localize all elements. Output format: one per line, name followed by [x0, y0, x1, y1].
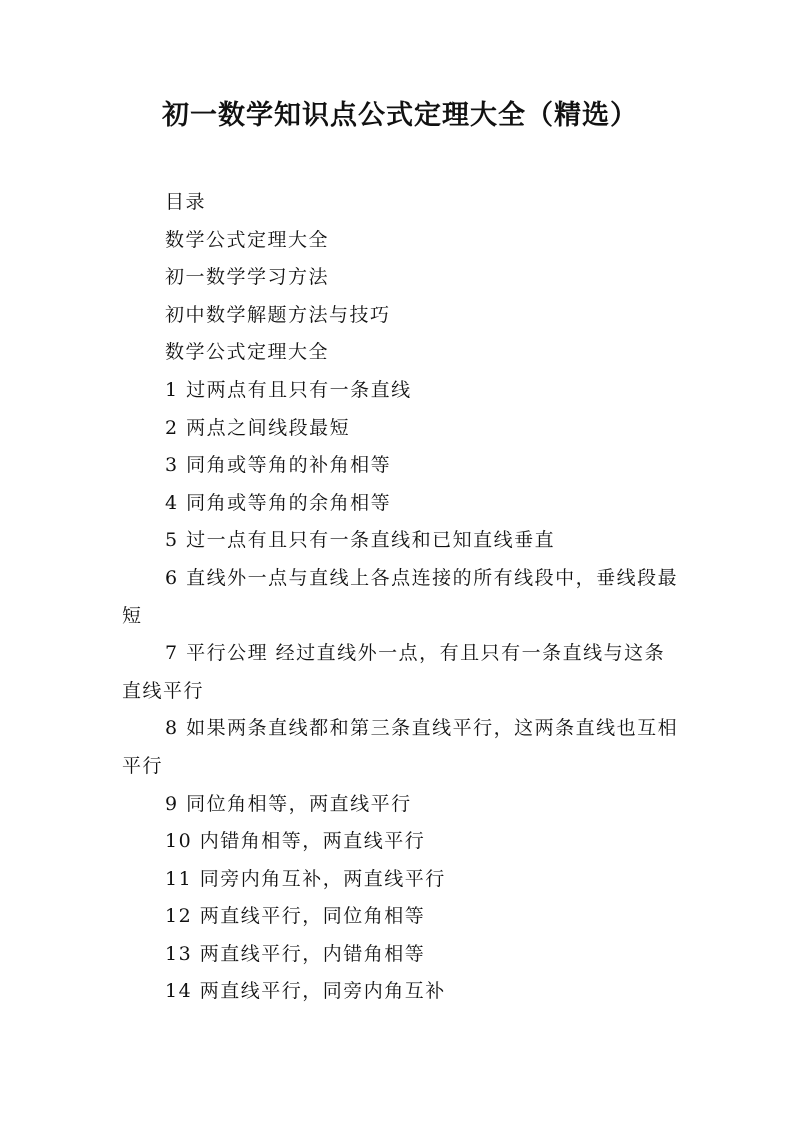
theorem-item: 14 两直线平行，同旁内角互补 — [165, 980, 446, 1003]
theorem-item: 1 过两点有且只有一条直线 — [165, 378, 412, 401]
theorem-item: 8 如果两条直线都和第三条直线平行，这两条直线也互相平行 — [122, 717, 679, 777]
theorem-item: 10 内错角相等，两直线平行 — [165, 830, 426, 853]
document-title: 初一数学知识点公式定理大全（精选） — [162, 100, 638, 131]
theorem-item: 12 两直线平行，同位角相等 — [165, 905, 426, 928]
toc-heading: 目录 — [165, 191, 207, 213]
toc-item: 初一数学学习方法 — [165, 266, 330, 289]
theorem-item: 5 过一点有且只有一条直线和已知直线垂直 — [165, 529, 556, 552]
toc-item: 初中数学解题方法与技巧 — [165, 303, 391, 326]
theorem-item: 9 同位角相等，两直线平行 — [165, 792, 412, 815]
theorem-item: 6 直线外一点与直线上各点连接的所有线段中，垂线段最短 — [122, 566, 679, 627]
toc-item: 数学公式定理大全 — [165, 228, 330, 251]
theorem-item: 11 同旁内角互补，两直线平行 — [165, 867, 446, 890]
section-heading: 数学公式定理大全 — [165, 341, 330, 364]
theorem-item: 4 同角或等角的余角相等 — [165, 491, 392, 514]
theorem-item: 3 同角或等角的补角相等 — [165, 454, 392, 477]
theorem-item: 7 平行公理 经过直线外一点，有且只有一条直线与这条直线平行 — [122, 642, 666, 702]
theorem-item: 13 两直线平行，内错角相等 — [165, 942, 426, 965]
theorem-item: 2 两点之间线段最短 — [165, 416, 351, 439]
document-body — [122, 184, 682, 1011]
